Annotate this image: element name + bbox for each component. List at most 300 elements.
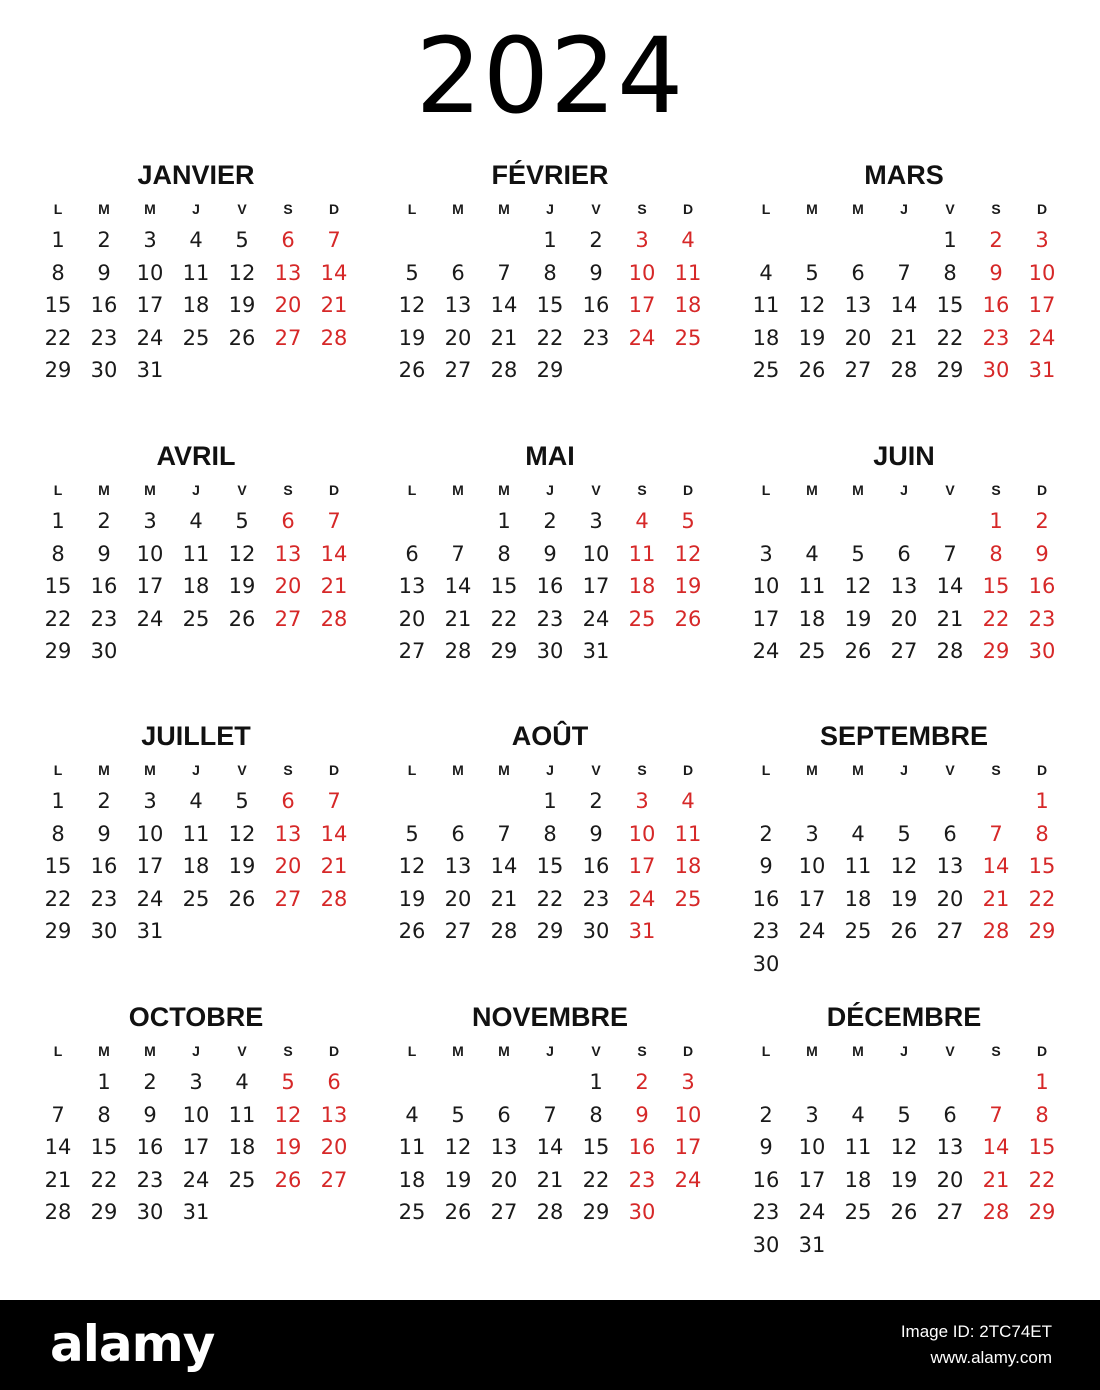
weekday-header: J <box>900 762 908 778</box>
day-cell: 14 <box>444 574 472 598</box>
weekday-header: J <box>546 201 554 217</box>
day-cell: 9 <box>589 821 603 846</box>
weekday-header: J <box>546 762 554 778</box>
weekend-day-cell: 29 <box>1028 919 1056 943</box>
weekday-header: S <box>283 201 293 217</box>
day-cell: 15 <box>536 293 564 317</box>
weekday-header: M <box>98 1043 110 1059</box>
weekend-day-cell: 30 <box>628 1200 656 1224</box>
weekday-header: M <box>452 1043 464 1059</box>
weekend-day-cell: 3 <box>1035 228 1049 252</box>
weekday-header: S <box>991 762 1001 778</box>
day-cell: 4 <box>189 228 203 252</box>
day-cell: 13 <box>444 854 472 878</box>
day-cell: 6 <box>943 1102 957 1127</box>
weekend-day-cell: 14 <box>982 854 1010 878</box>
day-cell: 21 <box>490 325 518 350</box>
day-cell: 22 <box>44 606 72 631</box>
weekend-day-cell: 2 <box>635 1070 649 1094</box>
weekday-header: D <box>328 201 340 217</box>
day-cell: 12 <box>228 541 256 566</box>
weekend-day-cell: 14 <box>320 541 348 566</box>
weekend-day-cell: 17 <box>628 854 656 878</box>
day-cell: 25 <box>398 1200 426 1224</box>
day-cell: 1 <box>97 1070 111 1094</box>
day-cell: 11 <box>228 1102 256 1127</box>
weekend-day-cell: 6 <box>281 228 295 252</box>
weekday-header: V <box>591 482 601 498</box>
day-cell: 26 <box>228 886 256 911</box>
weekday-header: V <box>591 762 601 778</box>
day-cell: 25 <box>844 1200 872 1224</box>
day-cell: 8 <box>97 1102 111 1127</box>
day-cell: 13 <box>936 1135 964 1159</box>
weekend-day-cell: 27 <box>320 1167 348 1192</box>
weekend-day-cell: 3 <box>635 789 649 813</box>
day-cell: 16 <box>582 854 610 878</box>
day-cell: 16 <box>582 293 610 317</box>
day-cell: 8 <box>943 260 957 285</box>
day-cell: 23 <box>136 1167 164 1192</box>
day-cell: 12 <box>444 1135 472 1159</box>
weekend-day-cell: 28 <box>320 886 348 911</box>
alamy-logo: alamy <box>50 1315 215 1373</box>
day-cell: 14 <box>536 1135 564 1159</box>
weekday-header: V <box>945 201 955 217</box>
day-cell: 13 <box>890 574 918 598</box>
weekday-header: L <box>407 762 417 778</box>
day-cell: 10 <box>752 574 780 598</box>
weekday-header: L <box>761 482 771 498</box>
day-cell: 17 <box>136 574 164 598</box>
month-name: SEPTEMBRE <box>819 721 989 751</box>
day-cell: 10 <box>136 821 164 846</box>
weekday-header: M <box>98 201 110 217</box>
weekend-day-cell: 3 <box>681 1070 695 1094</box>
day-cell: 4 <box>851 1102 865 1127</box>
day-cell: 21 <box>44 1167 72 1192</box>
day-cell: 19 <box>228 574 256 598</box>
day-cell: 27 <box>844 358 872 382</box>
weekday-header: J <box>900 482 908 498</box>
day-cell: 24 <box>182 1167 210 1192</box>
weekday-header: J <box>192 762 200 778</box>
day-cell: 9 <box>97 821 111 846</box>
day-cell: 19 <box>798 325 826 350</box>
weekday-header: V <box>591 1043 601 1059</box>
day-cell: 7 <box>451 541 465 566</box>
day-cell: 25 <box>844 919 872 943</box>
day-cell: 22 <box>536 886 564 911</box>
day-cell: 7 <box>897 260 911 285</box>
day-cell: 23 <box>752 1200 780 1224</box>
day-cell: 21 <box>890 325 918 350</box>
day-cell: 17 <box>136 854 164 878</box>
weekend-day-cell: 30 <box>982 358 1010 382</box>
weekend-day-cell: 22 <box>982 606 1010 631</box>
weekday-header: M <box>452 201 464 217</box>
day-cell: 11 <box>844 1135 872 1159</box>
day-cell: 28 <box>536 1200 564 1224</box>
day-cell: 18 <box>182 574 210 598</box>
day-cell: 15 <box>936 293 964 317</box>
day-cell: 23 <box>90 325 118 350</box>
weekend-day-cell: 15 <box>982 574 1010 598</box>
weekday-header: M <box>498 762 510 778</box>
day-cell: 1 <box>943 228 957 252</box>
day-cell: 29 <box>44 919 72 943</box>
day-cell: 4 <box>189 509 203 533</box>
day-cell: 4 <box>759 260 773 285</box>
weekday-header: J <box>900 201 908 217</box>
day-cell: 12 <box>228 260 256 285</box>
day-cell: 28 <box>890 358 918 382</box>
day-cell: 16 <box>136 1135 164 1159</box>
day-cell: 19 <box>890 886 918 911</box>
day-cell: 12 <box>798 293 826 317</box>
weekday-header: M <box>452 482 464 498</box>
weekend-day-cell: 5 <box>281 1070 295 1094</box>
day-cell: 15 <box>536 854 564 878</box>
weekend-day-cell: 29 <box>1028 1200 1056 1224</box>
weekday-header: M <box>144 762 156 778</box>
day-cell: 30 <box>90 919 118 943</box>
weekday-header: S <box>637 762 647 778</box>
day-cell: 6 <box>451 821 465 846</box>
day-cell: 25 <box>752 358 780 382</box>
weekend-day-cell: 10 <box>674 1102 702 1127</box>
weekend-day-cell: 18 <box>674 293 702 317</box>
day-cell: 16 <box>752 1167 780 1192</box>
weekday-header: J <box>546 1043 554 1059</box>
day-cell: 23 <box>582 886 610 911</box>
day-cell: 27 <box>444 358 472 382</box>
weekday-header: S <box>637 1043 647 1059</box>
day-cell: 17 <box>182 1135 210 1159</box>
weekend-day-cell: 17 <box>628 293 656 317</box>
weekend-day-cell: 14 <box>320 260 348 285</box>
day-cell: 10 <box>182 1102 210 1127</box>
day-cell: 19 <box>844 606 872 631</box>
day-cell: 18 <box>182 293 210 317</box>
day-cell: 6 <box>497 1102 511 1127</box>
day-cell: 3 <box>589 509 603 533</box>
weekday-header: M <box>98 762 110 778</box>
day-cell: 8 <box>589 1102 603 1127</box>
weekend-day-cell: 10 <box>628 821 656 846</box>
weekend-day-cell: 6 <box>281 789 295 813</box>
weekend-day-cell: 21 <box>320 293 348 317</box>
weekday-header: V <box>945 482 955 498</box>
day-cell: 27 <box>890 639 918 663</box>
weekend-day-cell: 21 <box>320 854 348 878</box>
month-block <box>35 1002 357 1273</box>
day-cell: 13 <box>844 293 872 317</box>
day-cell: 2 <box>589 228 603 252</box>
day-cell: 29 <box>44 358 72 382</box>
day-cell: 9 <box>143 1102 157 1127</box>
day-cell: 5 <box>851 541 865 566</box>
day-cell: 17 <box>752 606 780 631</box>
day-cell: 15 <box>44 854 72 878</box>
weekend-day-cell: 7 <box>327 789 341 813</box>
weekend-day-cell: 13 <box>274 541 302 566</box>
day-cell: 1 <box>497 509 511 533</box>
day-cell: 29 <box>936 358 964 382</box>
day-cell: 26 <box>398 919 426 943</box>
weekday-header: M <box>452 762 464 778</box>
day-cell: 26 <box>890 919 918 943</box>
day-cell: 4 <box>235 1070 249 1094</box>
weekend-day-cell: 20 <box>320 1135 348 1159</box>
day-cell: 13 <box>490 1135 518 1159</box>
weekend-day-cell: 4 <box>681 789 695 813</box>
month-block <box>743 160 1065 431</box>
weekend-day-cell: 2 <box>1035 509 1049 533</box>
day-cell: 22 <box>44 325 72 350</box>
day-cell: 26 <box>844 639 872 663</box>
day-cell: 5 <box>405 260 419 285</box>
day-cell: 15 <box>90 1135 118 1159</box>
weekend-day-cell: 10 <box>628 260 656 285</box>
day-cell: 26 <box>228 325 256 350</box>
day-cell: 5 <box>235 789 249 813</box>
day-cell: 2 <box>759 1102 773 1127</box>
day-cell: 23 <box>90 606 118 631</box>
day-cell: 14 <box>890 293 918 317</box>
weekend-day-cell: 13 <box>320 1102 348 1127</box>
weekend-day-cell: 17 <box>674 1135 702 1159</box>
weekend-day-cell: 29 <box>982 639 1010 663</box>
day-cell: 20 <box>490 1167 518 1192</box>
day-cell: 24 <box>798 919 826 943</box>
month-name: OCTOBRE <box>128 1002 264 1032</box>
day-cell: 26 <box>228 606 256 631</box>
weekend-day-cell: 25 <box>674 325 702 350</box>
day-cell: 11 <box>182 260 210 285</box>
weekend-day-cell: 19 <box>274 1135 302 1159</box>
day-cell: 31 <box>136 919 164 943</box>
day-cell: 7 <box>497 260 511 285</box>
day-cell: 19 <box>228 293 256 317</box>
month-name: JUILLET <box>141 721 251 751</box>
day-cell: 3 <box>189 1070 203 1094</box>
weekday-header: L <box>407 1043 417 1059</box>
weekday-header: M <box>498 1043 510 1059</box>
day-cell: 19 <box>398 886 426 911</box>
day-cell: 15 <box>44 574 72 598</box>
day-cell: 29 <box>582 1200 610 1224</box>
weekday-header: D <box>1036 1043 1048 1059</box>
day-cell: 18 <box>798 606 826 631</box>
day-cell: 27 <box>444 919 472 943</box>
day-cell: 8 <box>51 821 65 846</box>
day-cell: 6 <box>405 541 419 566</box>
day-cell: 6 <box>451 260 465 285</box>
day-cell: 6 <box>851 260 865 285</box>
weekend-day-cell: 21 <box>982 1167 1010 1192</box>
day-cell: 14 <box>490 854 518 878</box>
weekend-day-cell: 16 <box>628 1135 656 1159</box>
day-cell: 17 <box>798 886 826 911</box>
day-cell: 29 <box>490 639 518 663</box>
day-cell: 13 <box>398 574 426 598</box>
day-cell: 2 <box>543 509 557 533</box>
day-cell: 21 <box>936 606 964 631</box>
day-cell: 12 <box>398 854 426 878</box>
day-cell: 8 <box>51 541 65 566</box>
weekend-day-cell: 2 <box>989 228 1003 252</box>
day-cell: 20 <box>936 886 964 911</box>
day-cell: 23 <box>90 886 118 911</box>
weekend-day-cell: 25 <box>674 886 702 911</box>
weekday-header: S <box>283 482 293 498</box>
weekend-day-cell: 4 <box>681 228 695 252</box>
weekend-day-cell: 5 <box>681 509 695 533</box>
day-cell: 3 <box>759 541 773 566</box>
day-cell: 28 <box>490 919 518 943</box>
weekday-header: S <box>637 201 647 217</box>
weekday-header: V <box>945 762 955 778</box>
day-cell: 12 <box>398 293 426 317</box>
weekend-day-cell: 28 <box>320 325 348 350</box>
weekend-day-cell: 11 <box>628 541 656 566</box>
day-cell: 12 <box>890 1135 918 1159</box>
weekday-header: J <box>192 201 200 217</box>
weekend-day-cell: 4 <box>635 509 649 533</box>
day-cell: 24 <box>798 1200 826 1224</box>
day-cell: 18 <box>182 854 210 878</box>
day-cell: 12 <box>228 821 256 846</box>
day-cell: 22 <box>90 1167 118 1192</box>
day-cell: 18 <box>844 886 872 911</box>
day-cell: 9 <box>543 541 557 566</box>
weekend-day-cell: 7 <box>989 1102 1003 1127</box>
month-name: AVRIL <box>156 441 236 471</box>
day-cell: 14 <box>44 1135 72 1159</box>
day-cell: 20 <box>444 325 472 350</box>
weekend-day-cell: 9 <box>635 1102 649 1127</box>
weekday-header: M <box>806 201 818 217</box>
weekday-header: M <box>806 1043 818 1059</box>
weekend-day-cell: 20 <box>274 854 302 878</box>
day-cell: 3 <box>143 789 157 813</box>
weekday-header: S <box>991 482 1001 498</box>
day-cell: 21 <box>490 886 518 911</box>
weekday-header: J <box>192 1043 200 1059</box>
weekend-day-cell: 24 <box>628 886 656 911</box>
weekday-header: L <box>761 201 771 217</box>
day-cell: 7 <box>943 541 957 566</box>
weekday-header: D <box>328 1043 340 1059</box>
weekday-header: V <box>945 1043 955 1059</box>
day-cell: 2 <box>589 789 603 813</box>
weekday-header: M <box>852 201 864 217</box>
day-cell: 27 <box>490 1200 518 1224</box>
weekend-day-cell: 27 <box>274 325 302 350</box>
weekend-day-cell: 23 <box>628 1167 656 1192</box>
day-cell: 22 <box>536 325 564 350</box>
day-cell: 1 <box>51 789 65 813</box>
day-cell: 22 <box>44 886 72 911</box>
day-cell: 12 <box>844 574 872 598</box>
weekday-header: M <box>852 762 864 778</box>
day-cell: 3 <box>805 821 819 846</box>
day-cell: 14 <box>936 574 964 598</box>
day-cell: 6 <box>943 821 957 846</box>
day-cell: 28 <box>936 639 964 663</box>
weekend-day-cell: 28 <box>982 1200 1010 1224</box>
weekday-header: M <box>144 1043 156 1059</box>
weekday-header: D <box>1036 762 1048 778</box>
day-cell: 16 <box>90 293 118 317</box>
day-cell: 10 <box>582 541 610 566</box>
day-cell: 18 <box>844 1167 872 1192</box>
day-cell: 28 <box>44 1200 72 1224</box>
day-cell: 29 <box>536 358 564 382</box>
weekend-day-cell: 18 <box>628 574 656 598</box>
day-cell: 17 <box>798 1167 826 1192</box>
weekend-day-cell: 15 <box>1028 1135 1056 1159</box>
day-cell: 9 <box>759 1135 773 1159</box>
weekend-day-cell: 3 <box>635 228 649 252</box>
day-cell: 20 <box>444 886 472 911</box>
day-cell: 4 <box>189 789 203 813</box>
month-block <box>743 441 1065 712</box>
weekday-header: M <box>806 482 818 498</box>
day-cell: 30 <box>752 1232 780 1257</box>
weekend-day-cell: 13 <box>274 821 302 846</box>
day-cell: 4 <box>851 821 865 846</box>
month-block <box>389 1002 711 1273</box>
day-cell: 11 <box>398 1135 426 1159</box>
weekend-day-cell: 8 <box>1035 821 1049 846</box>
day-cell: 25 <box>228 1167 256 1192</box>
day-cell: 5 <box>405 821 419 846</box>
day-cell: 4 <box>805 541 819 566</box>
month-block <box>743 1002 1065 1273</box>
day-cell: 24 <box>136 606 164 631</box>
weekend-day-cell: 11 <box>674 260 702 285</box>
day-cell: 28 <box>444 639 472 663</box>
day-cell: 28 <box>490 358 518 382</box>
weekday-header: S <box>991 201 1001 217</box>
day-cell: 7 <box>543 1102 557 1127</box>
day-cell: 19 <box>228 854 256 878</box>
weekend-day-cell: 12 <box>674 541 702 566</box>
day-cell: 9 <box>97 541 111 566</box>
month-block <box>389 160 711 431</box>
weekend-day-cell: 20 <box>274 574 302 598</box>
day-cell: 17 <box>136 293 164 317</box>
day-cell: 29 <box>44 639 72 663</box>
weekday-header: M <box>144 201 156 217</box>
day-cell: 30 <box>136 1200 164 1224</box>
day-cell: 24 <box>136 886 164 911</box>
weekend-day-cell: 26 <box>674 606 702 631</box>
weekend-day-cell: 31 <box>628 919 656 943</box>
weekend-day-cell: 22 <box>1028 1167 1056 1192</box>
day-cell: 25 <box>798 639 826 663</box>
day-cell: 25 <box>182 606 210 631</box>
day-cell: 5 <box>897 821 911 846</box>
day-cell: 18 <box>398 1167 426 1192</box>
day-cell: 13 <box>444 293 472 317</box>
weekday-header: M <box>144 482 156 498</box>
weekend-day-cell: 20 <box>274 293 302 317</box>
day-cell: 2 <box>97 789 111 813</box>
day-cell: 5 <box>235 228 249 252</box>
